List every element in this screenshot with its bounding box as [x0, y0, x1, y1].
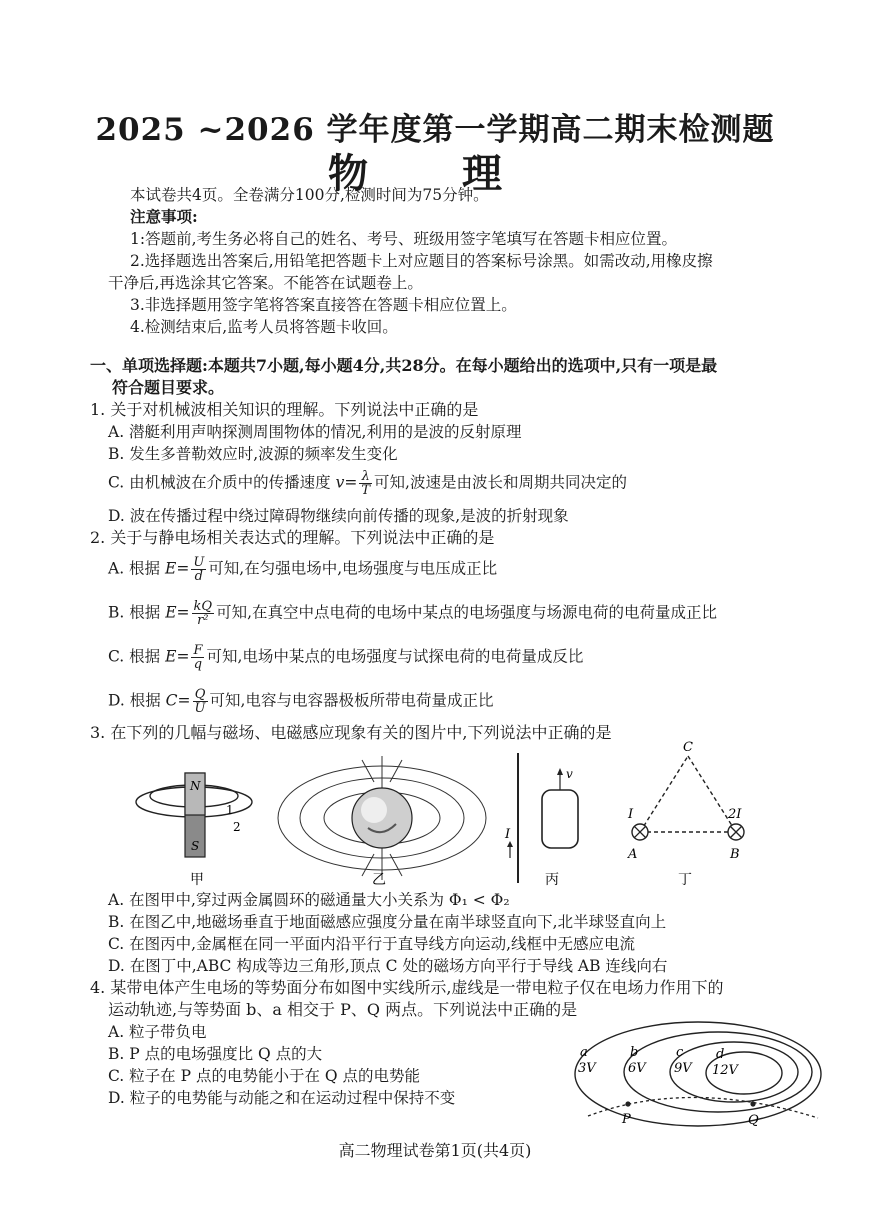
figure-caption: 丁	[678, 872, 692, 888]
figure-ding-triangle	[627, 740, 744, 862]
q3-option-c: C. 在图丙中,金属框在同一平面内沿平行于直导线方向运动,线框中无感应电流	[108, 935, 636, 953]
q1-option-c: C. 由机械波在介质中的传播速度 v= $\frac{\lambda}{T}$ 可知,波速是由波长和周期共同决定的	[108, 469, 627, 498]
question-1-stem: 1. 关于对机械波相关知识的理解。下列说法中正确的是	[90, 400, 479, 419]
page-footer: 高二物理试卷第1页(共4页)	[338, 1141, 532, 1160]
ring-2-label: 2	[233, 820, 241, 834]
surface-a-value: 3V	[578, 1061, 596, 1076]
question-4-stem: 运动轨迹,与等势面 b、a 相交于 P、Q 两点。下列说法中正确的是	[108, 1000, 578, 1019]
figure-caption: 丙	[545, 872, 559, 888]
question-3-stem: 3. 在下列的几幅与磁场、电磁感应现象有关的图片中,下列说法中正确的是	[90, 723, 612, 742]
notice-item: 干净后,再选涂其它答案。不能答在试题卷上。	[108, 274, 423, 292]
current-a-label: I	[628, 807, 634, 822]
question-2-stem: 2. 关于与静电场相关表达式的理解。下列说法中正确的是	[90, 528, 495, 547]
notice-item: 3.非选择题用签字笔将答案直接答在答题卡相应位置上。	[130, 296, 517, 314]
q2-option-a: A. 根据 E= $\frac{U}{d}$ 可知,在匀强电场中,电场强度与电压成正比	[108, 555, 498, 584]
figure-jia-magnet	[136, 773, 252, 857]
current-label: I	[505, 827, 511, 842]
surface-a-label: a	[580, 1045, 588, 1060]
q2-option-d: D. 根据 C= $\frac{Q}{U}$ 可知,电容与电容器极板所带电荷量成正比	[108, 687, 494, 716]
figure-yi-earth	[278, 756, 486, 880]
q1-option-d: D. 波在传播过程中绕过障碍物继续向前传播的现象,是波的折射现象	[108, 507, 569, 525]
surface-c-value: 9V	[674, 1061, 692, 1076]
q2-option-c: C. 根据 E= $\frac{F}{q}$ 可知,电场中某点的电场强度与试探电荷的电荷量成反比	[108, 643, 584, 672]
notice-item: 1:答题前,考生务必将自己的姓名、考号、班级用签字笔填写在答题卡相应位置。	[130, 230, 678, 248]
exam-title: 2025 ~2026 学年度第一学期高二期末检测题	[95, 112, 775, 148]
question-4-stem: 4. 某带电体产生电场的等势面分布如图中实线所示,虚线是一带电粒子仅在电场力作用下的	[90, 978, 724, 997]
figure-caption: 乙	[372, 872, 386, 888]
q4-option-a: A. 粒子带负电	[108, 1023, 207, 1041]
current-b-label: 2I	[728, 807, 742, 822]
velocity-label: v	[566, 767, 573, 781]
subject-title: 物 理	[328, 150, 542, 197]
section-heading: 符合题目要求。	[112, 378, 225, 397]
q4-option-b: B. P 点的电场强度比 Q 点的大	[108, 1045, 323, 1063]
figure-bing-wire-loop	[504, 753, 578, 883]
exam-info: 本试卷共4页。全卷满分100分,检测时间为75分钟。	[130, 186, 489, 204]
q1-option-b: B. 发生多普勒效应时,波源的频率发生变化	[108, 445, 398, 463]
south-pole-label: S	[191, 839, 200, 853]
q3-option-b: B. 在图乙中,地磁场垂直于地面磁感应强度分量在南半球竖直向下,北半球竖直向上	[108, 913, 667, 931]
q2-option-b: B. 根据 E= $\frac{kQ}{\text{r²}}$ 可知,在真空中点电荷的电场中某点的电场强度与场源电荷的电荷量成正比	[108, 599, 717, 628]
surface-b-value: 6V	[628, 1061, 646, 1076]
notice-title: 注意事项:	[130, 207, 198, 226]
notice-item: 2.选择题选出答案后,用铅笔把答题卡上对应题目的答案标号涂黑。如需改动,用橡皮擦	[130, 252, 713, 270]
notice-item: 4.检测结束后,监考人员将答题卡收回。	[130, 318, 398, 336]
north-pole-label: N	[190, 779, 201, 793]
point-p-label: P	[622, 1112, 631, 1127]
q4-option-c: C. 粒子在 P 点的电势能小于在 Q 点的电势能	[108, 1067, 421, 1085]
surface-d-label: d	[716, 1047, 725, 1062]
surface-b-label: b	[630, 1045, 639, 1060]
q4-equipotential-figure	[570, 1018, 840, 1134]
vertex-a-label: A	[628, 847, 638, 862]
q3-option-a: A. 在图甲中,穿过两金属圆环的磁通量大小关系为 Φ₁ < Φ₂	[108, 891, 510, 909]
q3-figures	[130, 738, 780, 888]
q3-option-d: D. 在图丁中,ABC 构成等边三角形,顶点 C 处的磁场方向平行于导线 AB 连线向右	[108, 957, 668, 975]
vertex-c-label: C	[683, 740, 693, 755]
figure-caption: 甲	[190, 872, 204, 888]
ring-1-label: 1	[226, 803, 234, 817]
q1-option-a: A. 潜艇利用声呐探测周围物体的情况,利用的是波的反射原理	[108, 423, 522, 441]
point-q-label: Q	[748, 1113, 759, 1128]
q4-option-d: D. 粒子的电势能与动能之和在运动过程中保持不变	[108, 1089, 456, 1107]
surface-c-label: c	[676, 1045, 684, 1060]
vertex-b-label: B	[730, 847, 740, 862]
section-heading: 一、单项选择题:本题共7小题,每小题4分,共28分。在每小题给出的选项中,只有一项是最	[90, 356, 718, 375]
surface-d-value: 12V	[712, 1063, 738, 1078]
